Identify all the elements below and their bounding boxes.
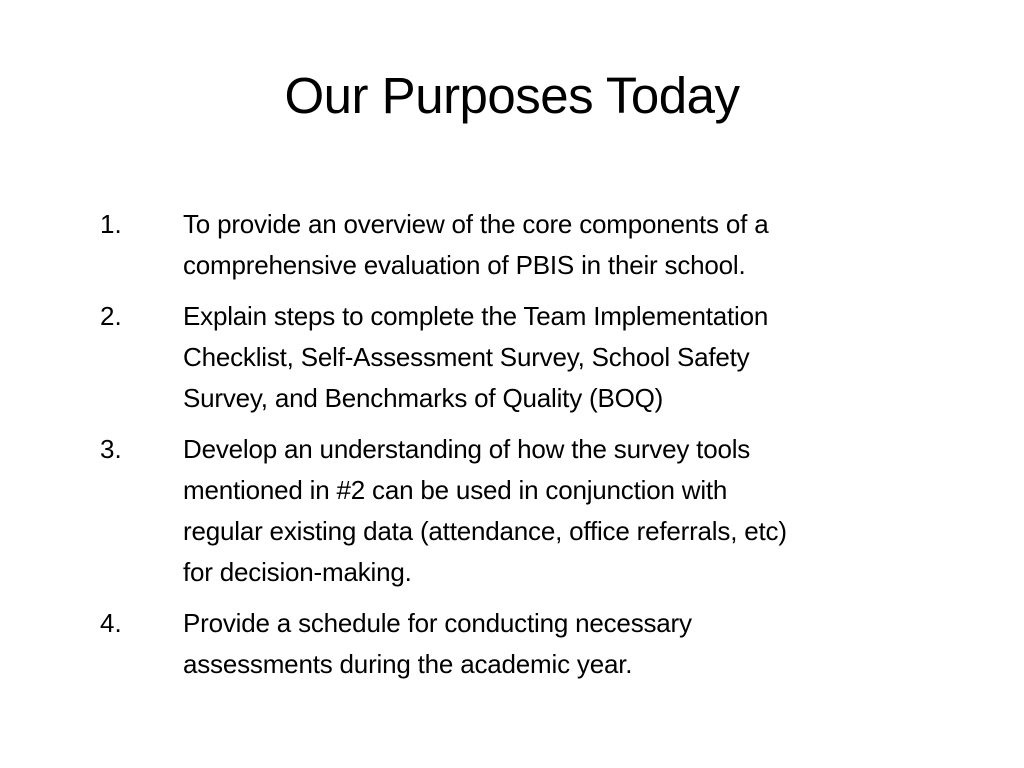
- item-line: for decision-making.: [183, 557, 412, 587]
- item-line: mentioned in #2 can be used in conjunction with: [183, 475, 728, 505]
- item-line: Checklist, Self-Assessment Survey, School Safety: [183, 342, 750, 372]
- item-text: [183, 603, 940, 685]
- list-item: [100, 296, 940, 419]
- item-line: comprehensive evaluation of PBIS in their school.: [183, 250, 746, 280]
- item-line: assessments during the academic year.: [183, 649, 633, 679]
- list-item: [100, 429, 940, 593]
- item-line: Provide a schedule for conducting necessary: [183, 608, 692, 638]
- item-line: Develop an understanding of how the survey tools: [183, 434, 751, 464]
- item-text: [183, 429, 940, 593]
- item-text: [183, 296, 940, 419]
- item-line: Explain steps to complete the Team Implementation: [183, 301, 769, 331]
- list-item: [100, 603, 940, 685]
- slide-title: Our Purposes Today: [284, 67, 740, 124]
- list-item: [100, 204, 940, 286]
- item-text: [183, 204, 940, 286]
- item-number: 2.: [100, 301, 122, 331]
- item-line: To provide an overview of the core components of a: [183, 209, 769, 239]
- item-number: 4.: [100, 608, 122, 638]
- item-number: 1.: [100, 209, 122, 239]
- item-number: 3.: [100, 434, 122, 464]
- purpose-list: [100, 204, 940, 695]
- item-line: Survey, and Benchmarks of Quality (BOQ): [183, 383, 664, 413]
- item-line: regular existing data (attendance, office referrals, etc): [183, 516, 787, 546]
